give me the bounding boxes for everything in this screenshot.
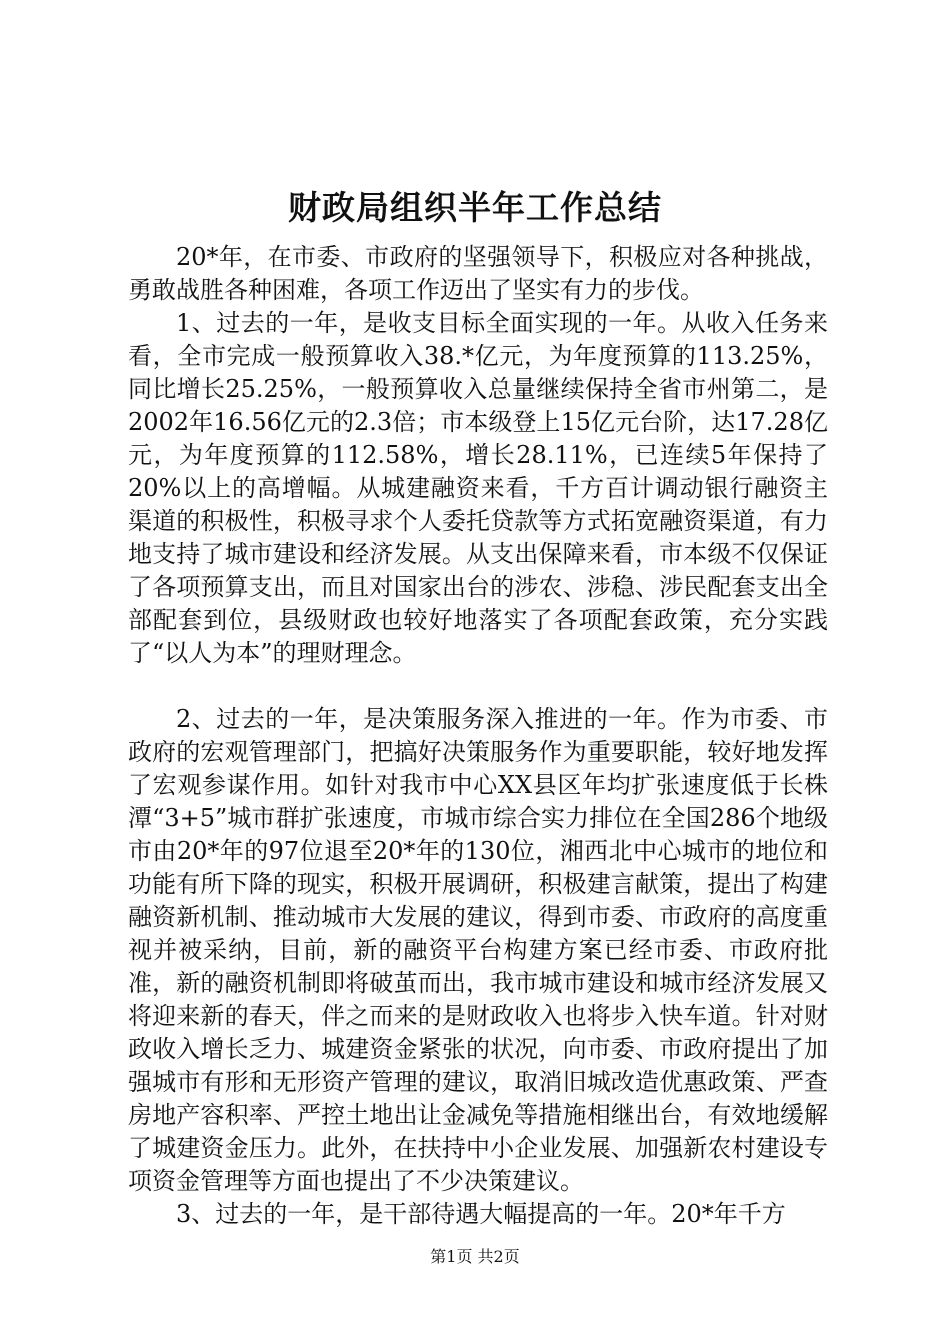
document-body — [128, 241, 828, 1231]
page-footer: 第1页 共2页 — [430, 1247, 520, 1266]
paragraph-3: 3、过去的一年，是干部待遇大幅提高的一年。20*年千方 — [176, 1200, 786, 1228]
paragraph-intro: 20*年，在市委、市政府的坚强领导下，积极应对各种挑战，勇敢战胜各种困难，各项工作迈出了坚实有力的步伐。 — [128, 243, 828, 304]
paragraph-2: 2、过去的一年，是决策服务深入推进的一年。作为市委、市政府的宏观管理部门，把搞好决策服务作为重要职能，较好地发挥了宏观参谋作用。如针对我市中心XX县区年均扩张速度低于长株潭“3+5”城市群扩张速度，市城市综合实力排位在全国286个地级市由20*年的97位退至20*年的130位，湘西北中心城市的地位和功能有所下降的现实，积极开展调研，积极建言献策，提出了构建融资新机制、推动城市大发展的建议，得到市委、市政府的高度重视并被采纳，目前，新的融资平台构建方案已经市委、市政府批准，新的融资机制即将破茧而出，我市城市建设和城市经济发展又将迎来新的春天，伴之而来的是财政收入也将步入快车道。针对财政收入增长乏力、城建资金紧张的状况，向市委、市政府提出了加强城市有形和无形资产管理的建议，取消旧城改造优惠政策、严查房地产容积率、严控土地出让金减免等措施相继出台，有效地缓解了城建资金压力。此外，在扶持中小企业发展、加强新农村建设专项资金管理等方面也提出了不少决策建议。 — [128, 705, 828, 1195]
document-title: 财政局组织半年工作总结 — [288, 188, 662, 227]
paragraph-1: 1、过去的一年，是收支目标全面实现的一年。从收入任务来看，全市完成一般预算收入38.*亿元，为年度预算的113.25%，同比增长25.25%，一般预算收入总量继续保持全省市州第二，是2002年16.56亿元的2.3倍；市本级登上15亿元台阶，达17.28亿元，为年度预算的112.58%，增长28.11%，已连续5年保持了20%以上的高增幅。从城建融资来看，千方百计调动银行融资主渠道的积极性，积极寻求个人委托贷款等方式拓宽融资渠道，有力地支持了城市建设和经济发展。从支出保障来看，市本级不仅保证了各项预算支出，而且对国家出台的涉农、涉稳、涉民配套支出全部配套到位，县级财政也较好地落实了各项配套政策，充分实践了“以人为本”的理财理念。 — [128, 309, 828, 667]
